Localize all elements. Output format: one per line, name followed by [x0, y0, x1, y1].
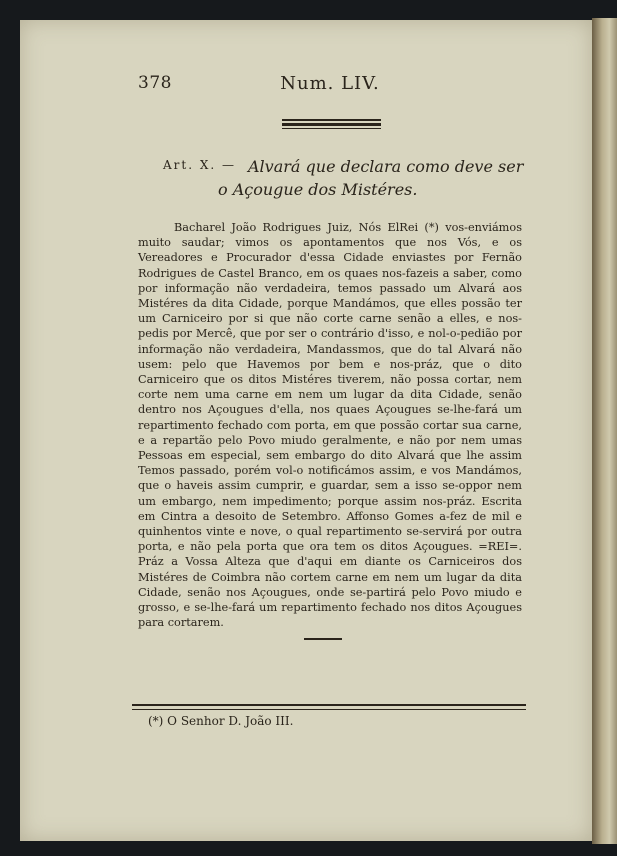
- article-heading: [163, 158, 236, 172]
- footnote-rule-top: [132, 704, 526, 706]
- body-paragraph: Bacharel João Rodrigues Juiz, Nós ElRei (*) vos-enviámos muito saudar; vimos os apontamentos que nos Vós, e os Vereadores e Procurador d'essa Cidade enviastes por Fernão Rodrigues de Castel Branco, em os quaes nos-fazeis a saber, como por informação não verdadeira, temos passado um Alvará aos Mistéres da dita Cidade, porque Mandámos, que elles possão ter um Carniceiro por si que não corte carne senão a elles, e nos-pedis por Mercê, que por ser o contrário d'isso, e nol-o-pedião por informação não verdadeira, Mandassmos, que do tal Alvará não usem: pelo que Havemos por bem e nos-práz, que o dito Carniceiro que os ditos Mistéres tiverem, não possa cortar, nem corte nem uma carne em nem um lugar da dita Cidade, senão dentro nos Açougues d'ella, nos quaes Açougues se-lhe-fará um repartimento fechado com porta, em que possão cortar sua carne, e a repartão pelo Povo miudo geralmente, e não por nem umas Pessoas em especial, sem embargo do dito Alvará que lhe assim Temos passado, porém vol-o notificámos assim, e vos Mandámos, que o haveis assim cumprir, e guardar, sem a isso se-oppor nem um embargo, nem impedimento; porque assim nos-práz. Escrita em Cintra a desoito de Setembro. Affonso Gomes a-fez de mil e quinhentos vinte e nove, o qual repartimento se-servirá por outra porta, e não pela porta que ora tem os ditos Açougues. =REI=. Práz a Vossa Alteza que d'aqui em diante os Carniceiros dos Mistéres de Coimbra não cortem carne em nem um lugar da dita Cidade, senão nos Açougues, onde se-partirá pelo Povo miudo e grosso, e se-lhe-fará um repartimento fechado nos ditos Açougues para cortarem.: [138, 221, 522, 630]
- section-end-rule: [304, 638, 342, 640]
- footnote: (*) O Senhor D. João III.: [148, 714, 294, 728]
- page-edge-spine: [592, 18, 617, 844]
- article-dash: —: [222, 158, 237, 172]
- running-head: Num. LIV.: [280, 73, 380, 94]
- header-rule-bottom: [282, 128, 381, 129]
- article-label: Art. X.: [163, 158, 217, 172]
- footnote-rule-bottom: [132, 709, 526, 710]
- header-rule-top: [282, 119, 381, 121]
- header-rule-middle: [282, 123, 381, 126]
- article-title-line-1: Alvará que declara como deve ser: [248, 157, 524, 176]
- page-number: 378: [138, 73, 172, 93]
- article-title-line-2: o Açougue dos Mistéres.: [218, 180, 418, 199]
